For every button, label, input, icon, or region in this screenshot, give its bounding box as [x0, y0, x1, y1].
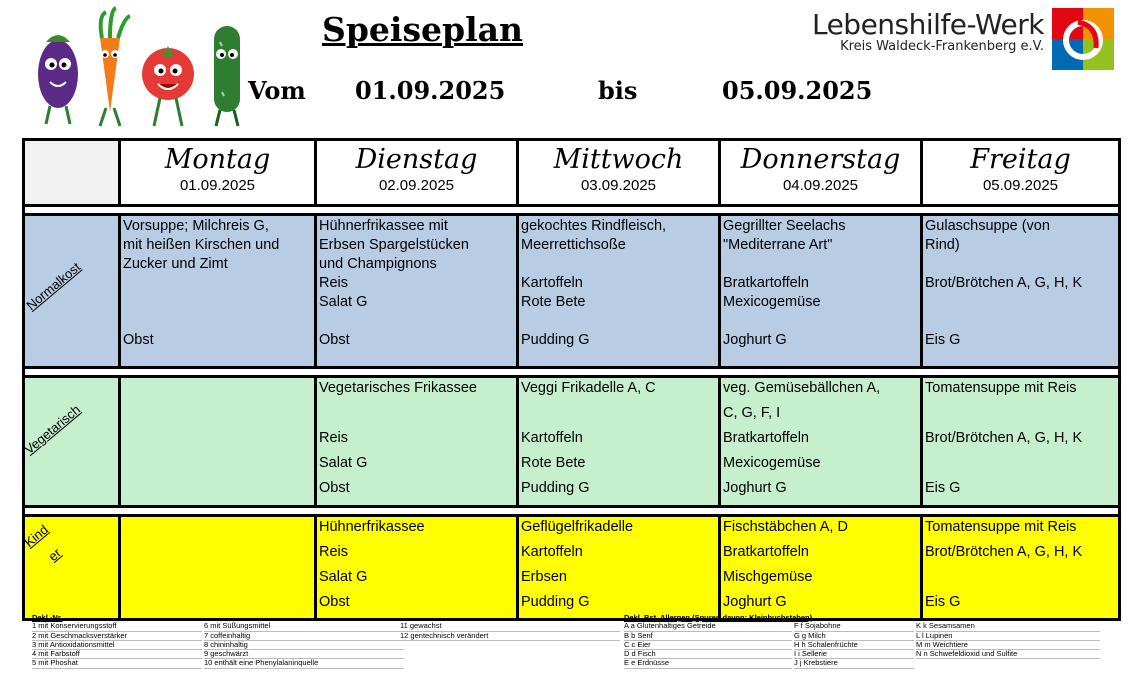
meal-line: Fischstäbchen A, D — [723, 519, 848, 535]
meal-line: Bratkartoffeln — [723, 430, 809, 446]
meal-cell — [720, 215, 922, 368]
meal-line: Kartoffeln — [521, 544, 583, 560]
meal-line — [521, 312, 716, 331]
day-header-freitag — [922, 140, 1120, 206]
corner-cell — [24, 140, 120, 206]
meal-cell — [922, 215, 1120, 368]
day-header-montag — [120, 140, 316, 206]
meal-line — [319, 312, 514, 331]
meal-line: Gegrillter Seelachs — [723, 218, 846, 234]
meal-line: Hühnerfrikassee — [319, 519, 425, 535]
meal-line: Meerrettichsoße — [521, 237, 626, 253]
org-name-block — [812, 8, 1044, 54]
meal-line — [123, 398, 312, 417]
day-header-dienstag — [316, 140, 518, 206]
legend-item: 11 gewachst — [400, 622, 620, 631]
legend-item: B b Senf — [624, 632, 792, 641]
meal-line: Eis G — [925, 480, 961, 496]
meal-line: Rote Bete — [521, 455, 586, 471]
legend-item: A a Glutenhaltiges Getreide — [624, 622, 792, 631]
meal-cell — [120, 215, 316, 368]
legend-item: 5 mit Phoshat — [32, 659, 202, 668]
legend-item: G g Milch — [794, 632, 914, 641]
row-label-cell — [24, 215, 120, 368]
meal-line — [123, 543, 312, 568]
meal-line: Joghurt G — [723, 594, 787, 610]
meal-line: Bratkartoffeln — [723, 544, 809, 560]
row-label-kind: Kind — [21, 521, 51, 550]
meal-cell — [316, 215, 518, 368]
meal-line: und Champignons — [319, 256, 437, 272]
day-date: 03.09.2025 — [580, 177, 657, 194]
decl-column-1 — [32, 614, 202, 669]
decl-column-2 — [204, 622, 404, 668]
page-title: Speiseplan — [322, 10, 523, 49]
meal-line — [925, 255, 1116, 274]
meal-line: mit heißen Kirschen und — [123, 237, 280, 253]
meal-line: Eis G — [925, 594, 961, 610]
meal-line: Kartoffeln — [521, 430, 583, 446]
meal-line: gekochtes Rindfleisch, — [521, 218, 667, 234]
meal-line — [123, 274, 312, 293]
vom-label: Vom — [248, 76, 306, 105]
meal-line — [521, 255, 716, 274]
meal-line: Joghurt G — [723, 480, 787, 496]
meal-cell — [720, 516, 922, 620]
meal-cell — [316, 516, 518, 620]
meal-line — [925, 568, 1116, 593]
legend-item: 8 chininhaltig — [204, 641, 404, 650]
meal-line — [123, 436, 312, 455]
meal-line: Tomatensuppe mit Reis — [925, 380, 1077, 396]
meal-line: Bratkartoffeln — [723, 275, 809, 291]
meal-cell — [518, 516, 720, 620]
meal-line: Hühnerfrikassee mit — [319, 218, 448, 234]
legend-item: F f Sojabohne — [794, 622, 914, 631]
start-date: 01.09.2025 — [355, 76, 506, 105]
legend-item: 9 geschwärzt — [204, 650, 404, 659]
meal-line: Rind) — [925, 237, 960, 253]
meal-line: Gulaschsuppe (von — [925, 218, 1050, 234]
meal-line — [925, 293, 1116, 312]
allergen-column-2 — [794, 622, 914, 668]
meal-line: Erbsen — [521, 569, 567, 585]
meal-line: Obst — [123, 332, 154, 348]
meal-line — [123, 417, 312, 436]
legend-item: K k Sesamsamen — [916, 622, 1100, 631]
meal-cell — [316, 377, 518, 507]
meal-line — [521, 404, 716, 429]
meal-line: Vorsuppe; Milchreis G, — [123, 218, 269, 234]
meal-line: Brot/Brötchen A, G, H, K — [925, 275, 1083, 291]
meal-line: C, G, F, I — [723, 405, 781, 421]
legend-item: 7 coffeinhaltig — [204, 632, 404, 641]
lebenshilfe-logo-icon — [1052, 8, 1114, 70]
allergen-title: Dekl. Bst. Allergen (Spuren davon: Kleinbuchstaben) — [624, 613, 813, 622]
decl-column-3 — [400, 622, 620, 641]
meal-cell — [518, 215, 720, 368]
meal-line: Rote Bete — [521, 294, 586, 310]
vegetable-characters-image — [20, 2, 260, 130]
allergen-column-1 — [624, 622, 792, 668]
meal-line: Mexicogemüse — [723, 455, 821, 471]
meal-line: Reis — [319, 275, 349, 291]
meal-cell — [922, 377, 1120, 507]
row-label-cell — [21, 377, 120, 507]
day-date: 02.09.2025 — [378, 177, 455, 194]
day-name: Dienstag — [355, 144, 478, 175]
meal-cell — [720, 377, 922, 507]
row-label-cell — [21, 516, 120, 620]
meal-line — [123, 455, 312, 474]
meal-line: Kartoffeln — [521, 275, 583, 291]
row-label-vegetarisch: Vegetarisch — [21, 401, 84, 457]
meal-line: Salat G — [319, 455, 368, 471]
day-name: Montag — [164, 144, 271, 175]
org-subtitle: Kreis Waldeck-Frankenberg e.V. — [840, 39, 1044, 54]
meal-line — [319, 404, 514, 429]
meal-line: Erbsen Spargelstücken — [319, 237, 469, 253]
org-name: Lebenshilfe-Werk — [811, 8, 1044, 41]
legend-item: H h Schalenfrüchte — [794, 641, 914, 650]
meal-line — [723, 255, 918, 274]
meal-line — [723, 312, 918, 331]
menu-plan-table — [22, 138, 1121, 621]
meal-cell — [120, 377, 316, 507]
legend-item: D d Fisch — [624, 650, 792, 659]
meal-line — [925, 312, 1116, 331]
meal-line: Reis — [319, 544, 349, 560]
meal-cell — [518, 377, 720, 507]
day-date: 04.09.2025 — [782, 177, 859, 194]
meal-line: Pudding G — [521, 480, 590, 496]
meal-line — [123, 293, 312, 312]
meal-line — [123, 568, 312, 593]
meal-line: Mexicogemüse — [723, 294, 821, 310]
day-name: Mittwoch — [553, 144, 684, 175]
meal-cell — [120, 516, 316, 620]
legend-item: 6 mit Süßungsmittel — [204, 622, 404, 631]
legend-item: 3 mit Antioxidationsmittel — [32, 641, 202, 650]
day-header-mittwoch — [518, 140, 720, 206]
meal-line: Reis — [319, 430, 349, 446]
meal-line — [123, 312, 312, 331]
legend-item: E e Erdnüsse — [624, 659, 792, 668]
meal-line: Brot/Brötchen A, G, H, K — [925, 430, 1083, 446]
row-label-normalkost: Normalkost — [23, 259, 84, 313]
days-header-row — [24, 140, 1120, 206]
legend-item: 4 mit Farbstoff — [32, 650, 202, 659]
legend-item: C c Eier — [624, 641, 792, 650]
day-header-donnerstag — [720, 140, 922, 206]
meal-line: Joghurt G — [723, 332, 787, 348]
meal-line: Obst — [319, 332, 350, 348]
meal-line: "Mediterrane Art" — [723, 237, 833, 253]
legend-item: M m Weichtiere — [916, 641, 1100, 650]
day-date: 05.09.2025 — [982, 177, 1059, 194]
meal-line: Obst — [319, 480, 350, 496]
meal-line: Eis G — [925, 332, 961, 348]
day-name: Donnerstag — [740, 144, 901, 175]
end-date: 05.09.2025 — [722, 76, 873, 105]
meal-line: veg. Gemüsebällchen A, — [723, 380, 881, 396]
meal-line: Zucker und Zimt — [123, 256, 228, 272]
meal-line: Geflügelfrikadelle — [521, 519, 634, 535]
meal-line: Salat G — [319, 294, 368, 310]
vegetarisch-row — [24, 377, 1120, 507]
legend-item: J j Krebstiere — [794, 659, 914, 668]
legend-item: 2 mit Geschmacksverstärker — [32, 632, 202, 641]
bis-label: bis — [598, 76, 638, 105]
normalkost-row — [24, 215, 1120, 368]
legend-item: N n Schwefeldioxid und Sulfite — [916, 650, 1100, 659]
legend-item: 10 enthält eine Phenylalaninquelle — [204, 659, 404, 668]
allergen-column-3 — [916, 622, 1100, 659]
decl-title: Dekl.-Nr. — [32, 613, 63, 622]
day-date: 01.09.2025 — [179, 177, 256, 194]
meal-line — [925, 404, 1116, 429]
meal-line: Salat G — [319, 569, 368, 585]
meal-line — [123, 379, 312, 398]
meal-line: Vegetarisches Frikassee — [319, 380, 477, 396]
meal-line — [123, 518, 312, 543]
meal-line — [925, 454, 1116, 479]
legend-item: 12 gentechnisch verändert — [400, 632, 620, 641]
legend-item: I i Sellerie — [794, 650, 914, 659]
meal-cell — [922, 516, 1120, 620]
allergen-legend — [32, 614, 1100, 694]
day-name: Freitag — [970, 144, 1071, 175]
legend-item: L l Lupinen — [916, 632, 1100, 641]
meal-line: Mischgemüse — [723, 569, 813, 585]
kinder-row — [24, 516, 1120, 620]
meal-line: Pudding G — [521, 332, 590, 348]
row-label-er: er — [45, 545, 64, 564]
meal-line: Tomatensuppe mit Reis — [925, 519, 1077, 535]
meal-line: Brot/Brötchen A, G, H, K — [925, 544, 1083, 560]
legend-item: 1 mit Konservierungsstoff — [32, 622, 202, 631]
meal-line: Obst — [319, 594, 350, 610]
meal-line: Veggi Frikadelle A, C — [521, 380, 656, 396]
meal-line: Pudding G — [521, 594, 590, 610]
